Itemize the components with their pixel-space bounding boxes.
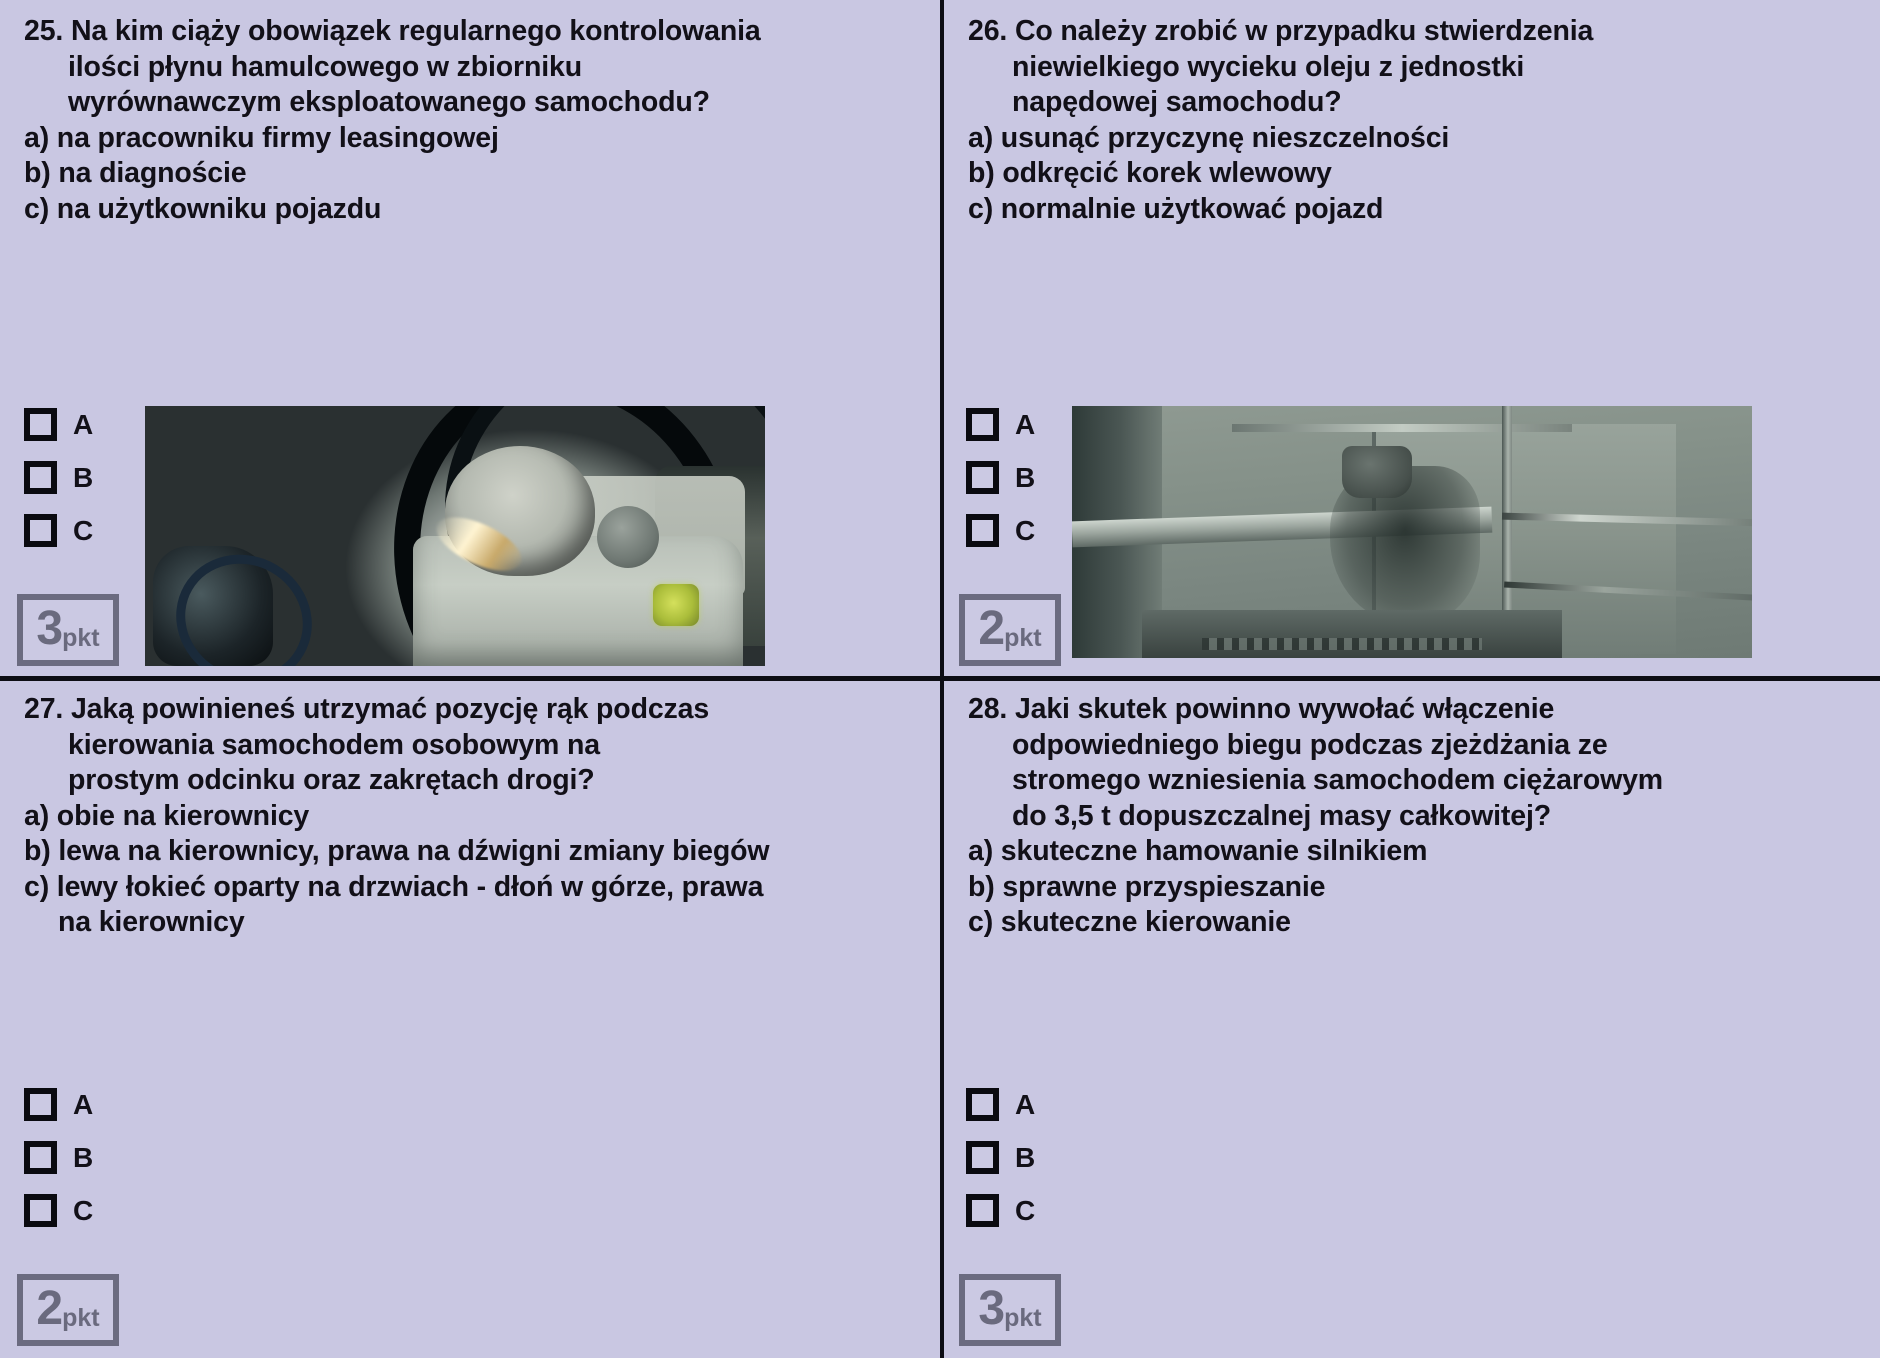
question-28-prompt-line-2: odpowiedniego biegu podczas zjeżdżania ze [1012,728,1608,761]
checkbox-c-label: C [73,1194,94,1226]
checkbox-row-c[interactable] [24,504,124,557]
checkbox-row-a[interactable] [24,1078,124,1131]
question-25-prompt-line-2: ilości płynu hamulcowego w zbiorniku [68,50,582,83]
answer-option-a[interactable]: a) usunąć przyczynę nieszczelności [968,121,1450,154]
checkbox-c-icon[interactable] [966,1194,999,1227]
answer-option-c[interactable]: c) na użytkowniku pojazdu [24,192,382,225]
answer-option-b[interactable]: b) na diagnoście [24,157,247,189]
checkbox-c-icon[interactable] [966,514,999,547]
checkbox-a-icon[interactable] [966,1088,999,1121]
checkbox-row-a[interactable] [966,1078,1066,1131]
checkbox-a-label: A [1015,1088,1036,1120]
question-26-answer-area [942,398,1880,678]
points-unit: pkt [1004,1304,1042,1332]
points-unit: pkt [62,1304,100,1332]
question-block-27 [0,678,942,1358]
question-26-prompt [968,14,1866,121]
points-unit: pkt [62,624,100,652]
checkbox-row-a[interactable] [24,398,124,451]
checkbox-b-icon[interactable] [966,461,999,494]
checkbox-a-icon[interactable] [966,408,999,441]
answer-option-c[interactable]: c) skuteczne kierowanie [968,906,1291,938]
question-25-prompt-line-1: 25. Na kim ciąży obowiązek regularnego kontrolowania [24,15,761,47]
checkbox-b-label: B [73,461,94,493]
checkbox-row-c[interactable] [966,1184,1066,1237]
question-block-25 [0,0,942,678]
checkbox-b-label: B [1015,461,1036,493]
checkbox-row-a[interactable] [966,398,1066,451]
answer-option-b[interactable]: b) sprawne przyspieszanie [968,870,1326,903]
question-26-prompt-line-1: 26. Co należy zrobić w przypadku stwierdzenia [968,15,1594,47]
question-25-prompt [24,14,926,121]
question-27-checkbox-group [24,1078,124,1237]
question-25-checkbox-group [24,398,124,557]
question-block-26 [942,0,1880,678]
checkbox-c-label: C [73,514,94,546]
question-27-prompt-line-1: 27. Jaką powinieneś utrzymać pozycję rąk podczas [24,693,710,725]
question-25-prompt-line-3: wyrównawczym eksploatowanego samochodu? [68,86,710,118]
answer-option-a[interactable]: a) obie na kierownicy [24,799,310,832]
question-27-answers [24,799,926,941]
checkbox-c-label: C [1015,514,1036,546]
checkbox-c-icon[interactable] [24,514,57,547]
question-28-points-badge [959,1274,1061,1346]
question-26-prompt-line-2: niewielkiego wycieku oleju z jednostki [1012,50,1525,83]
checkbox-c-label: C [1015,1194,1036,1226]
points-value: 3 [36,601,63,655]
checkbox-a-icon[interactable] [24,1088,57,1121]
checkbox-a-icon[interactable] [24,408,57,441]
answer-option-b[interactable]: b) odkręcić korek wlewowy [968,157,1332,189]
question-28-checkbox-group [966,1078,1066,1237]
question-26-points-badge [959,594,1061,666]
question-25-answer-area [0,398,942,678]
answer-option-c[interactable]: c) lewy łokieć oparty na drzwiach - dłoń w górze, prawa [24,870,764,903]
question-27-answer-area [0,1078,942,1358]
question-27-points-badge [17,1274,119,1346]
checkbox-row-b[interactable] [24,451,124,504]
checkbox-b-label: B [73,1141,94,1173]
checkbox-b-label: B [1015,1141,1036,1173]
checkbox-c-icon[interactable] [24,1194,57,1227]
points-value: 3 [978,1281,1005,1335]
answer-option-c-continuation[interactable]: na kierownicy [58,906,245,938]
question-block-28 [942,678,1880,1358]
checkbox-a-label: A [73,1088,94,1120]
question-28-prompt-line-1: 28. Jaki skutek powinno wywołać włączenie [968,693,1555,725]
checkbox-b-icon[interactable] [966,1141,999,1174]
question-27-prompt-line-2: kierowania samochodem osobowym na [68,728,600,761]
question-25-answers [24,121,926,228]
question-28-prompt-line-3: stromego wzniesienia samochodem ciężarowym [1012,764,1663,796]
checkbox-row-b[interactable] [966,451,1066,504]
question-26-prompt-line-3: napędowej samochodu? [1012,86,1342,118]
question-26-answers [968,121,1866,228]
checkbox-row-c[interactable] [966,504,1066,557]
points-unit: pkt [1004,624,1042,652]
points-value: 2 [36,1281,63,1335]
question-26-photo [1072,406,1752,658]
question-28-answers [968,834,1866,941]
answer-option-a[interactable]: a) na pracowniku firmy leasingowej [24,121,499,154]
answer-option-b[interactable]: b) lewa na kierownicy, prawa na dźwigni zmiany biegów [24,835,770,867]
question-27-prompt [24,692,926,799]
points-value: 2 [978,601,1005,655]
checkbox-b-icon[interactable] [24,1141,57,1174]
answer-option-c[interactable]: c) normalnie użytkować pojazd [968,192,1384,225]
checkbox-row-c[interactable] [24,1184,124,1237]
horizontal-divider [0,676,1880,681]
answer-option-a[interactable]: a) skuteczne hamowanie silnikiem [968,835,1428,867]
question-25-photo [145,406,765,666]
question-28-answer-area [942,1078,1880,1358]
checkbox-a-label: A [73,408,94,440]
checkbox-b-icon[interactable] [24,461,57,494]
question-28-prompt [968,692,1866,834]
checkbox-row-b[interactable] [966,1131,1066,1184]
checkbox-row-b[interactable] [24,1131,124,1184]
question-25-points-badge [17,594,119,666]
checkbox-a-label: A [1015,408,1036,440]
question-28-prompt-line-4: do 3,5 t dopuszczalnej masy całkowitej? [1012,799,1551,832]
question-26-checkbox-group [966,398,1066,557]
question-27-prompt-line-3: prostym odcinku oraz zakrętach drogi? [68,764,595,796]
